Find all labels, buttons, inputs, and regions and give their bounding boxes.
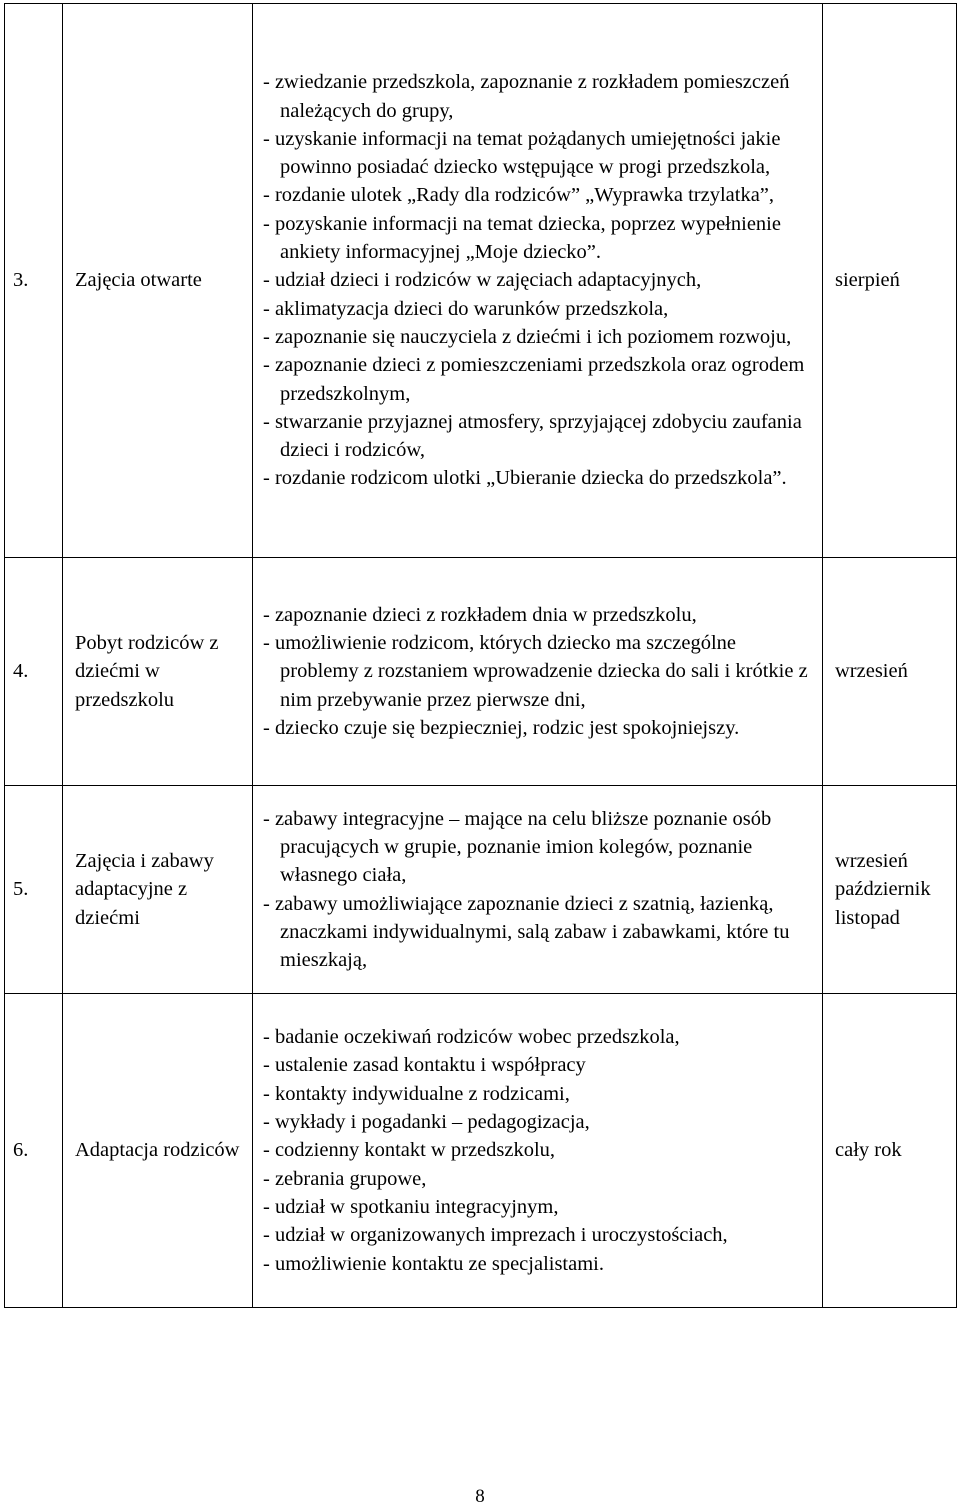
schedule-table bbox=[4, 3, 957, 1308]
list-item: - kontakty indywidualne z rodzicami, bbox=[263, 1082, 570, 1105]
list-item: - zwiedzanie przedszkola, zapoznanie z rozkładem pomieszczeń należących do grupy, bbox=[263, 71, 790, 122]
list-item: - ustalenie zasad kontaktu i współpracy bbox=[263, 1054, 586, 1077]
row-activities bbox=[253, 4, 823, 558]
list-item: - aklimatyzacja dzieci do warunków przedszkola, bbox=[263, 297, 669, 320]
row-name: Pobyt rodziców z dziećmi w przedszkolu bbox=[63, 558, 253, 786]
list-item: - rozdanie rodzicom ulotki „Ubieranie dziecka do przedszkola”. bbox=[263, 467, 787, 490]
row-time bbox=[823, 4, 957, 558]
row-number: 3. bbox=[5, 4, 63, 558]
list-item: - umożliwienie rodzicom, których dziecko ma szczególne problemy z rozstaniem wprowadzenie dziecka do sali i krótkie z nim przebywanie przez pierwsze dni, bbox=[263, 632, 808, 711]
row-time bbox=[823, 786, 957, 994]
row-number: 6. bbox=[5, 994, 63, 1308]
time-value: październik bbox=[835, 878, 931, 901]
list-item: - udział w organizowanych imprezach i uroczystościach, bbox=[263, 1224, 728, 1247]
list-item: - uzyskanie informacji na temat pożądanych umiejętności jakie powinno posiadać dziecko wstępujące w progi przedszkola, bbox=[263, 127, 781, 179]
time-value: cały rok bbox=[835, 1139, 902, 1162]
list-item: - zapoznanie dzieci z pomieszczeniami przedszkola oraz ogrodem przedszkolnym, bbox=[263, 354, 805, 405]
table-row bbox=[5, 786, 957, 994]
list-item: - rozdanie ulotek „Rady dla rodziców” „Wyprawka trzylatka”, bbox=[263, 184, 775, 207]
page-number: 8 bbox=[475, 1486, 485, 1507]
time-value: wrzesień bbox=[835, 660, 908, 683]
table-row bbox=[5, 994, 957, 1308]
list-item: - zabawy umożliwiające zapoznanie dzieci z szatnią, łazienką, znaczkami indywidualnymi, salą zabaw i zabawkami, które tu mieszkają, bbox=[263, 892, 790, 972]
time-value: wrzesień bbox=[835, 850, 908, 873]
table-row bbox=[5, 558, 957, 786]
activities-list bbox=[263, 601, 816, 742]
row-number: 5. bbox=[5, 786, 63, 994]
list-item: - udział dzieci i rodziców w zajęciach adaptacyjnych, bbox=[263, 269, 702, 292]
time-value: listopad bbox=[835, 906, 900, 929]
list-item: - zabawy integracyjne – mające na celu bliższe poznanie osób pracujących w grupie, poznanie imion kolegów, poznanie własnego ciała, bbox=[263, 807, 772, 887]
row-activities bbox=[253, 994, 823, 1308]
row-time bbox=[823, 558, 957, 786]
list-item: - stwarzanie przyjaznej atmosfery, sprzyjającej zdobyciu zaufania dzieci i rodziców, bbox=[263, 410, 802, 462]
activities-list bbox=[263, 68, 816, 492]
list-item: - pozyskanie informacji na temat dziecka, poprzez wypełnienie ankiety informacyjnej „Moje dziecko”. bbox=[263, 212, 781, 264]
time-value: sierpień bbox=[835, 269, 900, 292]
list-item: - wykłady i pogadanki – pedagogizacja, bbox=[263, 1111, 590, 1134]
list-item: - zapoznanie dzieci z rozkładem dnia w przedszkolu, bbox=[263, 603, 697, 626]
list-item: - umożliwienie kontaktu ze specjalistami. bbox=[263, 1252, 604, 1275]
list-item: - codzienny kontakt w przedszkolu, bbox=[263, 1139, 556, 1162]
row-name: Zajęcia otwarte bbox=[63, 4, 253, 558]
activities-list bbox=[263, 805, 816, 975]
list-item: - dziecko czuje się bezpieczniej, rodzic jest spokojniejszy. bbox=[263, 716, 740, 739]
activities-list bbox=[263, 1023, 816, 1278]
row-activities bbox=[253, 558, 823, 786]
row-name: Adaptacja rodziców bbox=[63, 994, 253, 1308]
list-item: - badanie oczekiwań rodziców wobec przedszkola, bbox=[263, 1026, 680, 1049]
list-item: - zapoznanie się nauczyciela z dziećmi i ich poziomem rozwoju, bbox=[263, 325, 792, 348]
table-row bbox=[5, 4, 957, 558]
list-item: - zebrania grupowe, bbox=[263, 1167, 427, 1190]
row-name: Zajęcia i zabawy adaptacyjne z dziećmi bbox=[63, 786, 253, 994]
row-time bbox=[823, 994, 957, 1308]
row-activities bbox=[253, 786, 823, 994]
list-item: - udział w spotkaniu integracyjnym, bbox=[263, 1195, 559, 1218]
row-number: 4. bbox=[5, 558, 63, 786]
